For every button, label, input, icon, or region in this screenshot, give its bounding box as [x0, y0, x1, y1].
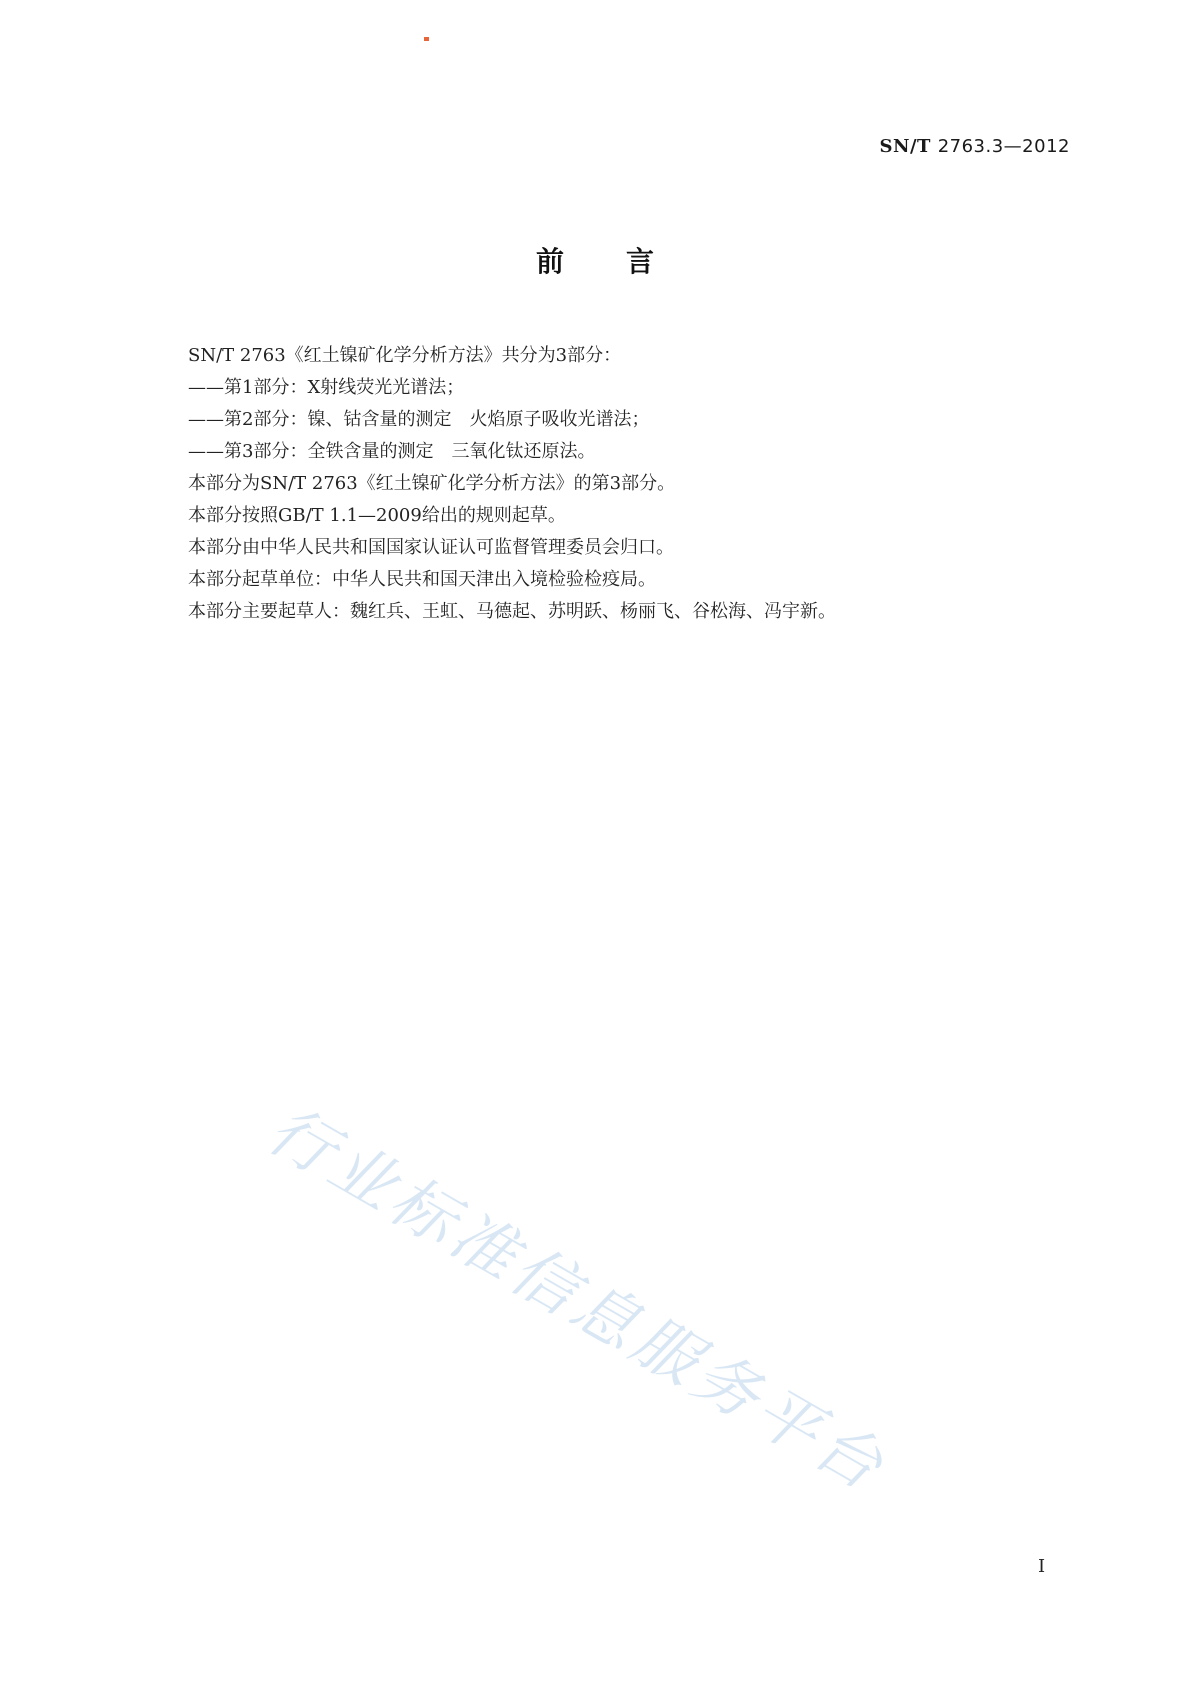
paragraph-drafters: 本部分主要起草人：魏红兵、王虹、马德起、苏明跃、杨丽飞、谷松海、冯宇新。 — [188, 601, 836, 622]
paragraph-series-intro: SN/T 2763《红土镍矿化学分析方法》共分为3部分： — [188, 345, 622, 366]
foreword-body — [188, 340, 1048, 628]
title-char-1: 前 — [535, 245, 564, 278]
list-item-part-2: ——第2部分：镍、钴含量的测定 火焰原子吸收光谱法； — [188, 409, 650, 430]
title-char-2: 言 — [626, 245, 655, 278]
page-title — [0, 240, 1190, 280]
watermark-text: 行业标准信息服务平台 — [255, 1092, 899, 1508]
paragraph-responsible-body: 本部分由中华人民共和国国家认证认可监督管理委员会归口。 — [188, 537, 674, 558]
paragraph-this-part: 本部分为SN/T 2763《红土镍矿化学分析方法》的第3部分。 — [188, 473, 676, 494]
paragraph-drafting-unit: 本部分起草单位：中华人民共和国天津出入境检验检疫局。 — [188, 569, 656, 590]
paragraph-drafting-rules: 本部分按照GB/T 1.1—2009给出的规则起草。 — [188, 505, 566, 526]
list-item-part-3: ——第3部分：全铁含量的测定 三氧化钛还原法。 — [188, 441, 596, 462]
page-number: I — [1038, 1556, 1046, 1577]
standard-code — [880, 136, 1071, 157]
list-item-part-1: ——第1部分：X射线荧光光谱法； — [188, 377, 465, 398]
standard-number: 2763.3—2012 — [937, 136, 1070, 157]
standard-prefix: SN/T — [879, 136, 931, 157]
decorative-mark — [424, 37, 429, 41]
